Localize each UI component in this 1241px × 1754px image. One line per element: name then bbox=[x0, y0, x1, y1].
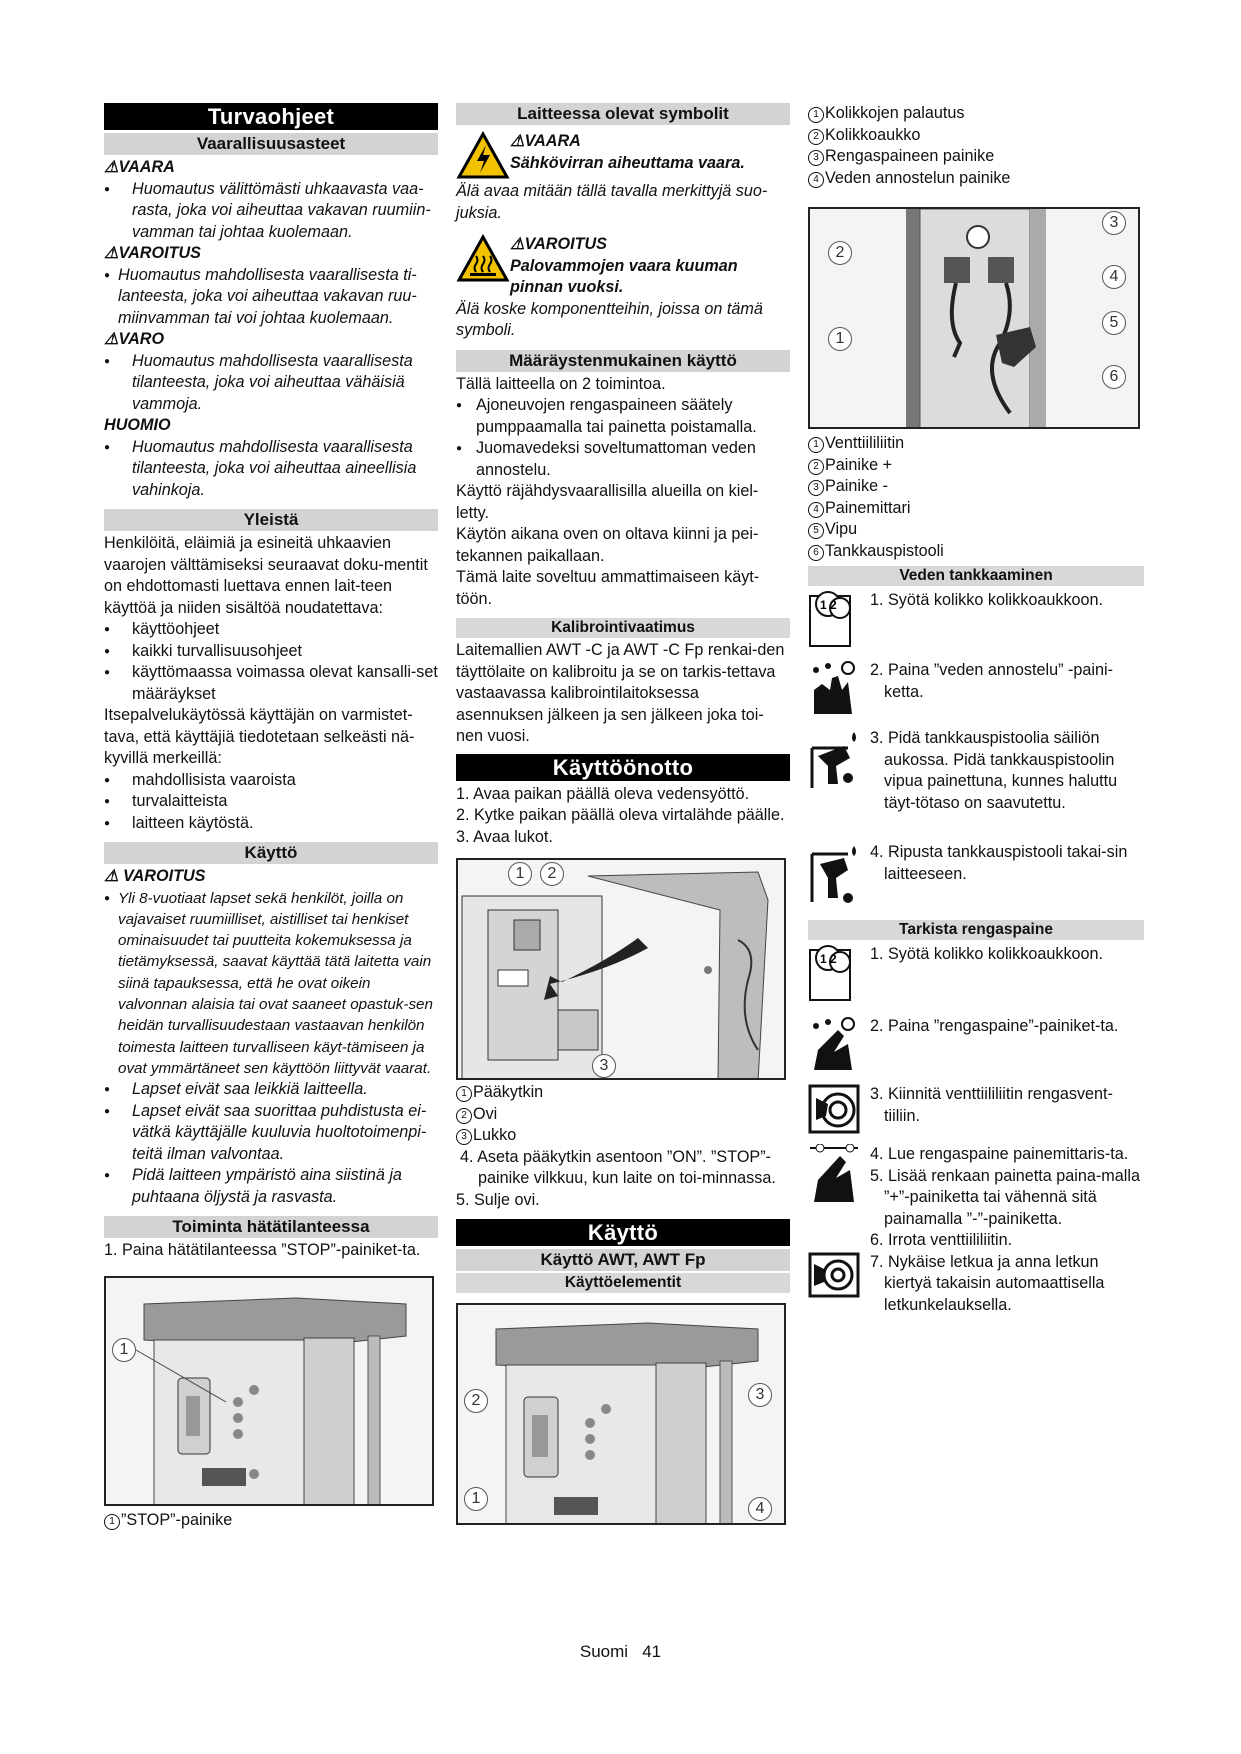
list-item: ● turvalaitteista bbox=[104, 791, 438, 813]
footer-language: Suomi bbox=[579, 1642, 629, 1661]
startup-step: 3. Avaa lukot. bbox=[456, 827, 553, 846]
coin-insert-icon bbox=[808, 944, 860, 1002]
list-item: ● laitteen käytöstä. bbox=[104, 813, 438, 835]
heading-intended-use: Määräystenmukainen käyttö bbox=[456, 350, 790, 372]
label-huomio: HUOMIO bbox=[104, 416, 171, 434]
text-huomio: ● Huomautus mahdollisesta vaarallisesta tilanteesta, joka voi aiheuttaa aineellisia vahinkoja. bbox=[104, 437, 438, 502]
label-varoitus: ⚠VAROITUS bbox=[510, 235, 607, 253]
figure-hose-panel bbox=[808, 207, 1140, 429]
list-item: ● Yli 8-vuotiaat lapset sekä henkilöt, joilla on vajavaiset ruumiilliset, aistilliset tai henkiset ominaisuudet tai puutteita kokemuksessa ja tietämyksessä, saavat käyttää tätä laitetta vain siinä tapauksessa, että he ovat oikein valvonnan alaisia tai ovat saaneet opastuk-sen heidän turvallisuudestaan vastaavan henkilön toimesta laitteen turvalliseen käyt-tämiseen ja ovat ymmärtäneet sen käyttöön liittyvät vaarat. bbox=[104, 888, 438, 1080]
svg-text:1 2: 1 2 bbox=[820, 598, 837, 612]
press-button-icon bbox=[808, 660, 860, 716]
label-varoitus: ⚠VAROITUS bbox=[104, 244, 201, 262]
heading-operation-model: Käyttö AWT, AWT Fp bbox=[456, 1249, 790, 1271]
list-item: ● Juomavedeksi soveltumattoman veden annostelu. bbox=[456, 438, 790, 481]
hose-reel-icon bbox=[808, 1252, 860, 1298]
list-item: ● Pidä laitteen ympäristö aina siistinä ja puhtaana öljystä ja rasvasta. bbox=[104, 1165, 438, 1208]
legend-item: 3 Painike - bbox=[808, 476, 1144, 498]
vaara-subtitle: Sähkövirran aiheuttama vaara. bbox=[510, 153, 745, 172]
figure-stop-button bbox=[104, 1276, 434, 1506]
text-vaara: ● Huomautus välittömästi uhkaavasta vaa-rasta, joka voi aiheuttaa vakavan ruumiin-vamman tai johtaa kuolemaan. bbox=[104, 179, 438, 244]
legend-item: 5 Vipu bbox=[808, 519, 1144, 541]
coin-insert-icon bbox=[808, 590, 860, 648]
text-varoitus: ● Huomautus mahdollisesta vaarallisesta ti-lanteesta, joka voi aiheuttaa vakavan ruu-miinvamman tai voi johtaa kuolemaan. bbox=[104, 265, 438, 330]
water-step-3: 3. Pidä tankkauspistoolia säiliön aukossa. Pidä tankkauspistoolin vipua painettuna, kunnes haluttu täyt-tötaso on saavutettu. bbox=[808, 728, 1144, 840]
startup-step: 5. Sulje ovi. bbox=[456, 1190, 540, 1209]
legend-item: 1 ”STOP”-painike bbox=[104, 1510, 438, 1532]
hang-nozzle-icon bbox=[808, 842, 860, 904]
label-vaara: ⚠VAARA bbox=[510, 132, 581, 150]
legend-item: 1 Venttiililiitin bbox=[808, 433, 1144, 455]
tire-step-1: 1 2 1. Syötä kolikko kolikkoaukkoon. bbox=[808, 944, 1144, 1008]
legend-item: 2 Ovi bbox=[456, 1104, 790, 1126]
water-step-4: 4. Ripusta tankkauspistooli takai-sin laitteeseen. bbox=[808, 842, 1144, 914]
calibration-text: Laitemallien AWT -C ja AWT -C Fp renkai-den täyttölaite on kalibroitu ja se on tarkis-tettava vastaavassa kalibrointilaitoksessa asennuksen jälkeen ja sen jälkeen joka toi-nen vuosi. bbox=[456, 641, 785, 745]
callout-2: 2 bbox=[828, 241, 852, 265]
startup-step: 4. Aseta pääkytkin asentoon ”ON”. ”STOP”-painike vilkkuu, kun laite on toi-minnassa. bbox=[460, 1147, 776, 1187]
tire-step-7: 7. Nykäise letkua ja anna letkun kiertyä takaisin automaattisella letkunkelauksella. bbox=[808, 1252, 1144, 1317]
press-button-icon bbox=[808, 1016, 860, 1072]
column-right bbox=[808, 103, 1144, 1316]
legend-item: 4 Painemittari bbox=[808, 498, 1144, 520]
callout-3: 3 bbox=[592, 1054, 616, 1078]
text-varo: ● Huomautus mahdollisesta vaarallisesta tilanteesta, joka voi aiheuttaa vähäisiä vammoja. bbox=[104, 351, 438, 416]
legend-item: 6 Tankkauspistooli bbox=[808, 541, 1144, 563]
callout-1: 1 bbox=[828, 327, 852, 351]
label-varo: ⚠VARO bbox=[104, 330, 165, 348]
hot-surface-icon bbox=[456, 234, 510, 284]
callout-3: 3 bbox=[748, 1383, 772, 1407]
legend-item: 3 Rengaspaineen painike bbox=[808, 146, 1144, 168]
figure-controls bbox=[456, 1303, 786, 1525]
varoitus-text: Älä koske komponentteihin, joissa on tämä symboli. bbox=[456, 299, 763, 339]
page-footer bbox=[0, 1642, 1241, 1662]
heading-emergency: Toiminta hätätilanteessa bbox=[104, 1216, 438, 1238]
emergency-step: 1. Paina hätätilanteessa ”STOP”-painiket-ta. bbox=[104, 1241, 421, 1260]
heading-symbols: Laitteessa olevat symbolit bbox=[456, 103, 790, 125]
tire-step-4: 4. Lue rengaspaine painemittaris-ta. 5. Lisää renkaan painetta paina-malla ”+”-painiketta tai vähennä sitä painamalla ”-”-painiketta. 6. Irrota venttiililiitin. bbox=[808, 1144, 1144, 1252]
intended-p2: Käytön aikana oven on oltava kiinni ja pei-tekannen paikallaan. bbox=[456, 525, 759, 565]
symbol-hot-surface-warning bbox=[456, 234, 790, 299]
open-cabinet-illustration bbox=[458, 860, 786, 1080]
self-service-text: Itsepalvelukäytössä käyttäjän on varmistet-tava, että käyttäjiä tiedotetaan selkeästi nä-kyvillä merkeillä: bbox=[104, 706, 415, 767]
list-item: ● Lapset eivät saa suorittaa puhdistusta ei-vätkä käyttäjälle kuuluvia huoltotoimenpi-teitä ilman valvontaa. bbox=[104, 1101, 438, 1166]
vaara-text: Älä avaa mitään tällä tavalla merkittyjä suo-juksia. bbox=[456, 182, 768, 222]
heading-hazard-levels: Vaarallisuusasteet bbox=[104, 133, 438, 155]
legend-item: 2 Painike + bbox=[808, 455, 1144, 477]
legend-item: 1 Pääkytkin bbox=[456, 1082, 790, 1104]
callout-1: 1 bbox=[464, 1487, 488, 1511]
page-number: 41 bbox=[642, 1642, 662, 1661]
heading-water-fill: Veden tankkaaminen bbox=[808, 566, 1144, 586]
heading-tire-pressure: Tarkista rengaspaine bbox=[808, 920, 1144, 940]
callout-3: 3 bbox=[1102, 211, 1126, 235]
startup-step: 1. Avaa paikan päällä oleva vedensyöttö. bbox=[456, 784, 750, 803]
legend-item: 2 Kolikkoaukko bbox=[808, 125, 1144, 147]
list-item: ● Ajoneuvojen rengaspaineen säätely pumppaamalla tai painetta poistamalla. bbox=[456, 395, 790, 438]
section-title-operation: Käyttö bbox=[456, 1219, 790, 1246]
list-item: ● mahdollisista vaaroista bbox=[104, 770, 438, 792]
electric-hazard-icon bbox=[456, 131, 510, 181]
intended-p1: Käyttö räjähdysvaarallisilla alueilla on kiel-letty. bbox=[456, 482, 759, 522]
section-title-safety: Turvaohjeet bbox=[104, 103, 438, 130]
callout-6: 6 bbox=[1102, 365, 1126, 389]
front-panel-illustration bbox=[458, 1305, 786, 1525]
intended-intro: Tällä laitteella on 2 toimintoa. bbox=[456, 374, 666, 393]
column-middle bbox=[456, 103, 790, 1525]
label-vaara: ⚠VAARA bbox=[104, 158, 175, 176]
list-item: ● käyttömaassa voimassa olevat kansalli-set määräykset bbox=[104, 662, 438, 705]
machine-illustration bbox=[106, 1278, 434, 1506]
legend-item: 3 Lukko bbox=[456, 1125, 790, 1147]
tire-step-3: 3. Kiinnitä venttiililiitin rengasvent-tiiliin. bbox=[808, 1084, 1144, 1140]
callout-5: 5 bbox=[1102, 311, 1126, 335]
callout-4: 4 bbox=[1102, 265, 1126, 289]
callout-4: 4 bbox=[748, 1497, 772, 1521]
valve-connector-icon bbox=[808, 1084, 860, 1134]
legend-item: 4 Veden annostelun painike bbox=[808, 168, 1144, 190]
callout-1: 1 bbox=[112, 1338, 136, 1362]
callout-2: 2 bbox=[540, 862, 564, 886]
tire-step-2: 2. Paina ”rengaspaine”-painiket-ta. bbox=[808, 1016, 1144, 1084]
water-step-2: 2. Paina ”veden annostelu” -paini-ketta. bbox=[808, 660, 1144, 726]
heading-controls: Käyttöelementit bbox=[456, 1273, 790, 1293]
symbol-electric-warning bbox=[456, 131, 790, 181]
label-use-varoitus: ⚠ VAROITUS bbox=[104, 867, 206, 885]
fill-nozzle-icon bbox=[808, 728, 860, 790]
callout-1: 1 bbox=[508, 862, 532, 886]
heading-use: Käyttö bbox=[104, 842, 438, 864]
read-gauge-icon bbox=[808, 1144, 860, 1206]
general-intro: Henkilöitä, eläimiä ja esineitä uhkaavien vaarojen välttämiseksi seuraavat doku-mentit on ehdottomasti luettava ennen lait-teen käyttöä ja niiden sisältöä noudatettava: bbox=[104, 534, 428, 617]
list-item: ● kaikki turvallisuusohjeet bbox=[104, 641, 438, 663]
list-item: ● Lapset eivät saa leikkiä laitteella. bbox=[104, 1079, 438, 1101]
legend-item: 1 Kolikkojen palautus bbox=[808, 103, 1144, 125]
column-left bbox=[104, 103, 438, 1531]
hose-panel-illustration bbox=[810, 209, 1140, 429]
intended-p3: Tämä laite soveltuu ammattimaiseen käyt-töön. bbox=[456, 568, 760, 608]
heading-calibration: Kalibrointivaatimus bbox=[456, 618, 790, 638]
heading-general: Yleistä bbox=[104, 509, 438, 531]
water-step-1: 1 2 1. Syötä kolikko kolikkoaukkoon. bbox=[808, 590, 1144, 652]
list-item: ● käyttöohjeet bbox=[104, 619, 438, 641]
section-title-startup: Käyttöönotto bbox=[456, 754, 790, 781]
svg-text:1 2: 1 2 bbox=[820, 952, 837, 966]
callout-2: 2 bbox=[464, 1389, 488, 1413]
figure-main-switch bbox=[456, 858, 786, 1080]
startup-step: 2. Kytke paikan päällä oleva virtalähde päälle. bbox=[456, 806, 785, 824]
varoitus-subtitle: Palovammojen vaara kuuman pinnan vuoksi. bbox=[510, 256, 738, 296]
